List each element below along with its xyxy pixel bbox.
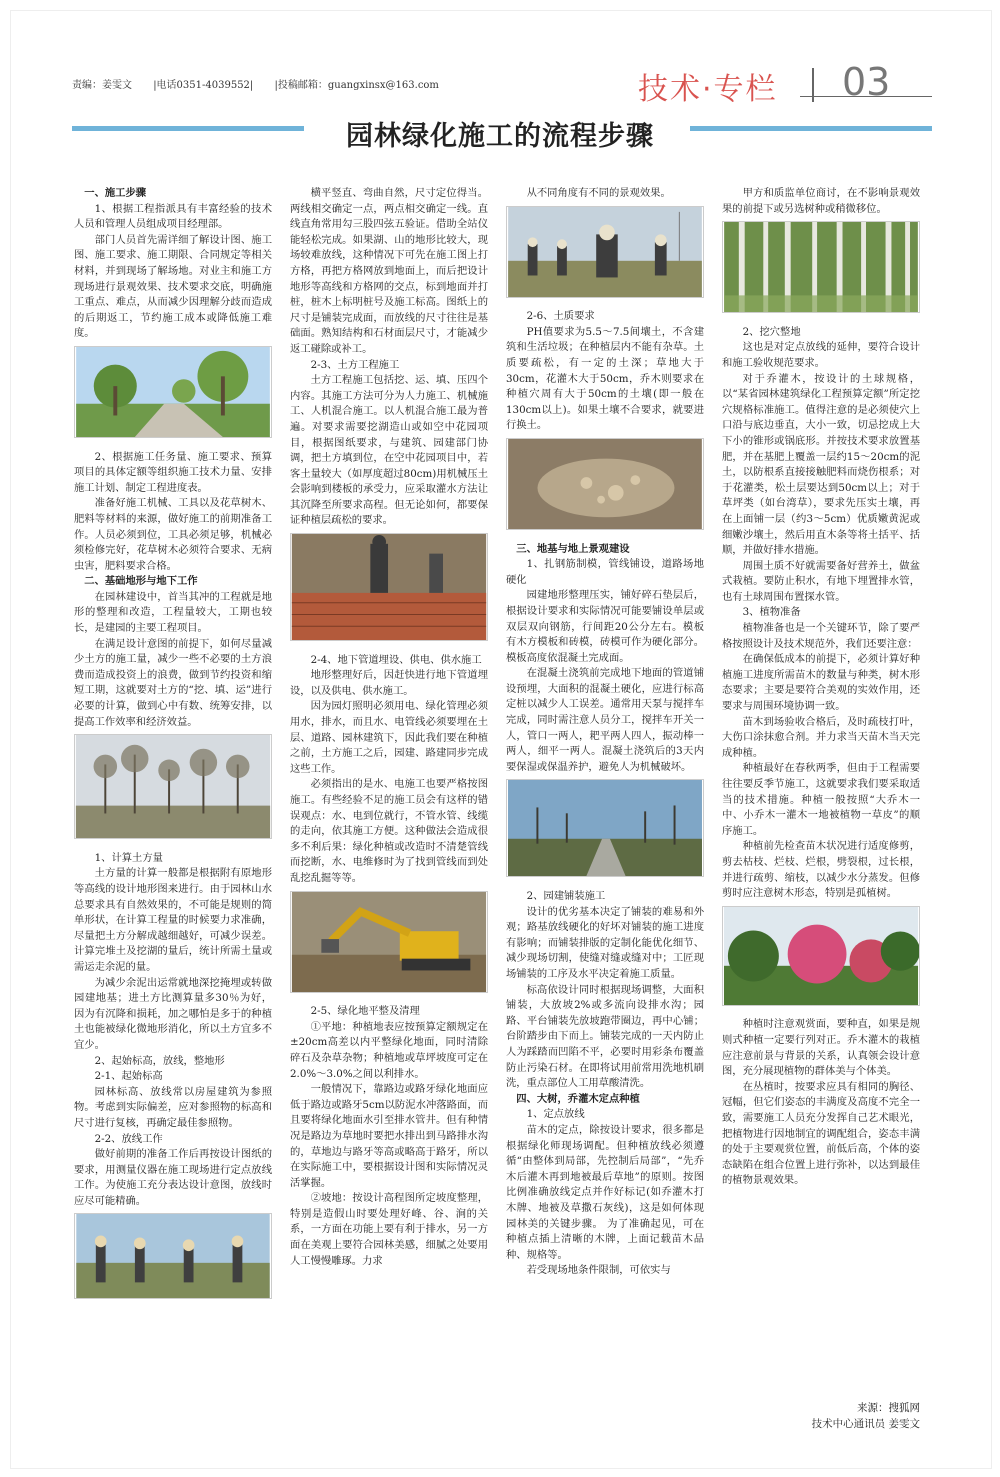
paragraph: 在丛植时，按要求应具有相同的胸径、冠幅，但它们姿态的丰满度及高度不完全一致，需要施工人员充分发挥自己艺术眼光，把植物进行因地制宜的调配组合，姿态丰满的处于主要观赏位置，前低后高，个体的姿态缺陷在组合位置上进行弥补，以达到最佳的植物景观效果。 bbox=[722, 1080, 920, 1187]
paragraph: 对于乔灌木，按设计的土球规格，以“某省园林建筑绿化工程预算定额”所定挖穴规格标准施工。值得注意的是必须使穴上口沿与底边垂直，大小一致，切忌挖成上大下小的锥形或锅底形。并按技术要求放置基肥，并在基肥上覆盖一层约15～20cm的泥土，以防根系直接接触肥料而烧伤根系；对于花灌类，松土层要达到50cm以上；对于草坪类（如台湾草），要求先压实土壤，再在上面铺一层（约3～5cm）优质嫩黄泥或细嫩沙壤土，然后用直木条等将土括平、括顺，并做好排水措施。 bbox=[722, 372, 920, 557]
paragraph: 2-2、放线工作 bbox=[94, 1132, 163, 1145]
paragraph: 1、定点放线 bbox=[526, 1108, 585, 1121]
paragraph: 一般情况下，靠路边或路牙绿化地面应低于路边或路牙5cm以防泥水冲落路面，而且要将绿化地面水引至排水管井。但有种情况是路边为草地时要把水排出到马路排水沟的，草地边与路牙等高或略高于路牙，所以在实际施工中，要根据设计图和实际情况灵活掌握。 bbox=[290, 1083, 488, 1189]
phone-label: |电话0351-4039552| bbox=[153, 80, 254, 91]
heading: 三、地基与地上景观建设 bbox=[516, 542, 630, 555]
paragraph: 土方量的计算一般都是根据附有原地形等高线的设计地形图来进行。由于园林山水总要求具有自然效果的，不可能是规则的简单形状，在计算工程量的时候要力求准确，尽量把土方分解成越细越好，可减少误差。计算完堆土及挖湖的量后，统计所需土量或需运走余泥的量。 bbox=[74, 867, 272, 973]
paragraph: 横平竖直、弯曲自然，尺寸定位得当。两线相交确定一点，两点相交确定一线。直线直角常用勾三股四弦五验证。借助全站仪能轻松完成。如果湖、山的地形比较大，现场较难放线，这种情况下可先在施工图上打方格，再把方格网放到地面上，而后把设计地形等高线和方格网的交点，标到地面并打桩，桩木上标明桩号及施工标高。图纸上的尺寸是铺装完成面，而放线的尺寸往往是基础面。熟知结构和石材面层尺寸，才能减少返工碰除或补工。 bbox=[290, 187, 488, 355]
heading: 四、大树，乔灌木定点种植 bbox=[516, 1092, 640, 1105]
title-rule-right bbox=[690, 126, 932, 131]
paragraph: 2、起始标高，放线，整地形 bbox=[94, 1054, 225, 1067]
paragraph: ②坡地：按设计高程图所定坡度整理，特别是造假山时要处理好峰、谷、涧的关系，一方面在功能上要有利于排水，另一方面在美观上要符合园林美感，细腻之处要用人工慢慢雕琢。力求 bbox=[290, 1192, 488, 1267]
paragraph: 2、根据施工任务量、施工要求、预算项目的具体定额等组织施工技术力量、安排施工计划、制定工程进度表。 bbox=[74, 450, 272, 494]
heading: 一、施工步骤 bbox=[84, 187, 147, 199]
paragraph: 标高依设计同时根据现场调整，大面积铺装，大放坡2%或多流向设排水沟；园路、平台铺装先放坡跑带圈边，再中心铺；台阶踏步由下而上。铺装完成的一天内防止人为踩踏而凹陷不平，必要时用彩条布覆盖防止污染石材。在即将试用前常用洗地机刷洗，重点部位人工用草酸清洗。 bbox=[506, 983, 704, 1090]
paragraph: 1、计算土方量 bbox=[94, 851, 163, 864]
header-meta bbox=[72, 76, 457, 91]
photo-paved-road bbox=[506, 779, 704, 877]
photo-brick-work bbox=[290, 533, 488, 641]
page-header bbox=[72, 60, 932, 112]
photo-soil-hands bbox=[506, 438, 704, 530]
photo-bare-trees bbox=[74, 734, 272, 839]
paragraph: 种植前先检查苗木状况进行适度修剪，剪去枯枝、烂枝、烂根，劈裂根，过长根，并进行疏剪、缩枝，以减少水分蒸发。但修剪时应注意树木形态，特别是孤植树。 bbox=[722, 840, 920, 900]
paragraph: 这也是对定点放线的延伸，要符合设计和施工验收规范要求。 bbox=[722, 341, 920, 369]
page-number: 03 bbox=[842, 60, 891, 104]
email-label: |投稿邮箱：guangxinsx@163.com bbox=[274, 80, 439, 91]
photo-workers-field bbox=[506, 206, 704, 298]
paragraph: 从不同角度有不同的景观效果。 bbox=[526, 187, 671, 199]
paragraph: 在混凝土浇筑前完成地下地面的管道铺设预埋，大面积的混凝土硬化，应进行标高定桩以减少人工误差。通常用天泵与搅拌车完成，同时需注意人员分工，搅拌车开关一人，管口一两人，耙平两人四人，振动棒一两人，细平一两人。混凝土浇筑后的3天内要保湿或保温养护，避免人为机械破坏。 bbox=[506, 667, 704, 773]
paragraph: 苗木的定点，除按设计要求，很多都是根据绿化师现场调配。但种植放线必须遵循“由整体到局部，先控制后局部”，“先乔木后灌木再到地被最后草地”的原则。按图比例准确放线定点并作好标记(如乔灌木打木牌、地被及草撒石灰线)，这是如何体现园林美的关键步骤。 为了准确起见，可在种植点插上清晰的木牌，上面记载苗木品种、规格等。 bbox=[506, 1123, 704, 1261]
paragraph: 1、扎钢筋制模，管线铺设，道路场地硬化 bbox=[506, 558, 704, 586]
paragraph: 种植最好在春秋两季，但由于工程需要往往要反季节施工，这就要求我们要采取适当的技术措施。种植一般按照“大乔木一中、小乔木一灌木一地被植物一草皮”的顺序施工。 bbox=[722, 762, 920, 837]
paragraph: 2-4、地下管道埋设、供电、供水施工 bbox=[310, 653, 482, 666]
paragraph: 植物准备也是一个关键环节，除了要严格按照设计及技术规范外，我们还要注意： bbox=[722, 622, 920, 650]
photo-birch-trees bbox=[722, 221, 920, 313]
paragraph: 设计的优劣基本决定了铺装的难易和外观；路基放线硬化的好坏对铺装的施工进度有影响；而铺装排版的定制化能优化细节、减少现场切割，使缝对缝或缝对中；工匠现场铺装的工序及水平决定着施工质量。 bbox=[506, 905, 704, 980]
section-title: 技术·专栏 bbox=[638, 72, 778, 107]
paragraph: 园建地形整理压实，铺好碎石垫层后，根据设计要求和实际情况可能要铺设单层或双层双向钢筋，行间距20公分左右。模板有木方模板和砖模，砖模可作为硬化部分。模板高度依混凝土完成面。 bbox=[506, 589, 704, 664]
paragraph: 2-5、绿化地平整及清理 bbox=[310, 1005, 420, 1018]
paragraph: 2-3、土方工程施工 bbox=[310, 358, 400, 371]
paragraph: ①平地：种植地表应按预算定额规定在±20cm高差以内平整绿化地面，同时清除碎石及杂草杂物；种植地或草坪坡度可定在2.0%～3.0%之间以利排水。 bbox=[290, 1020, 488, 1080]
paragraph: 若受现场地条件限制，可依实与 bbox=[526, 1264, 671, 1277]
author-line: 技术中心通讯员 姜雯文 bbox=[811, 1418, 920, 1430]
paragraph: 地形整理好后，因赶快进行地下管道埋设，以及供电、供水施工。 bbox=[290, 669, 488, 697]
paragraph: 在确保低成本的前提下，必须计算好种植施工进度所需苗木的数量与种类，树木形态要求；主要是要符合美观的实效作用，还要求与周围环境协调一致。 bbox=[722, 653, 920, 713]
paragraph: 部门人员首先需详细了解设计图、施工图、施工要求、施工期限、合同规定等相关材料，并到现场了解场地。对业主和施工方现场进行景观效果、技术要求交底，明确施工重点、难点，从而减少因理解分歧而造成的后期返工，节约施工成本或降低施工难度。 bbox=[74, 233, 272, 340]
paragraph: 2、园建铺装施工 bbox=[526, 890, 606, 903]
photo-excavator bbox=[290, 891, 488, 993]
paragraph: 周围土质不好就需要备好营养土，做盆式栽植。要防止积水，有地下埋置排水管，也有土球周围布置探水管。 bbox=[722, 559, 920, 603]
paragraph: 因为园灯照明必须用电、绿化管理必须用水，排水，而且水、电管线必须要埋在土层、道路、园林建筑下，因此我们要在种植之前，土方施工之后，园建、路建同步完成这些工作。 bbox=[290, 700, 488, 775]
title-rule-left bbox=[72, 126, 304, 131]
heading: 二、基础地形与地下工作 bbox=[84, 575, 198, 588]
paragraph: 在满足设计意图的前提下，如何尽量减少土方的施工量，减少一些不必要的土方浪费而造成投资上的浪费，做到节约投资和缩短工期，这就要对土方的“挖、填、运”进行必要的计算，做到心中有数、统筹安排，以提高工作效率和经济效益。 bbox=[74, 637, 272, 728]
paragraph: 园林标高、放线常以房屋建筑为参照物。考虑到实际偏差，应对参照物的标高和尺寸进行复核，再确定最佳参照物。 bbox=[74, 1085, 272, 1129]
paragraph: 为减少余泥出运常就地深挖掩埋或转做园建地基；进土方比测算量多30％为好，因为有沉降和损耗，加之哪怕是多于的种植土也能被绿化微地形消化，所以土方宜多不宜少。 bbox=[74, 976, 272, 1051]
paragraph: 2-6、土质要求 bbox=[526, 310, 595, 323]
editor-label: 责编：姜雯文 bbox=[72, 80, 132, 91]
paragraph: 准备好施工机械、工具以及花草树木、肥料等材料的来源，做好施工的前期准备工作。人员必须到位，工具必须足够，机械必须检修完好，花草树木必须符合要求、无病虫害，肥料要求合格。 bbox=[74, 497, 272, 572]
article-source bbox=[800, 1400, 920, 1432]
paragraph: 苗木到场验收合格后，及时疏枝打叶，大伤口涂抹愈合剂。并力求当天苗木当天完成种植。 bbox=[722, 715, 920, 759]
paragraph: 甲方和质监单位商讨，在不影响景观效果的前提下或另选树种或稍微移位。 bbox=[722, 187, 920, 215]
paragraph: 3、植物准备 bbox=[742, 606, 801, 619]
paragraph: 2、挖穴整地 bbox=[742, 325, 801, 338]
paragraph: 做好前期的准备工作后再按设计图纸的要求，用测量仪器在施工现场进行定点放线工作。为使施工充分表达设计意图，放线时应尽可能精确。 bbox=[74, 1148, 272, 1207]
column-1 bbox=[74, 186, 272, 1311]
paragraph: 种植时注意观赏面，要种直，如果是规则式种植一定要行列对正。乔木灌木的栽植应注意前景与背景的关系，认真领会设计意图，充分展现植物的群体美与个体美。 bbox=[722, 1018, 920, 1078]
column-2 bbox=[290, 186, 488, 1269]
paragraph: 1、根据工程指派具有丰富经验的技术人员和管理人员组成项目经理部。 bbox=[74, 202, 272, 231]
paragraph: 2-1、起始标高 bbox=[94, 1070, 163, 1083]
paragraph: 土方工程施工包括挖、运、填、压四个内容。其施工方法可分为人力施工、机械施工、人机混合施工。以人机混合施工最为普遍。对要求需要挖湖造山或如空中花园项目，根据图纸要求，与建筑、园建部门协调，把土方填到位，在空中花园项目中，若客土量较大（如厚度超过80cm)用机械压土会影响到楼板的承受力，应采取灌水方法让其沉降至所要求高程。但无论如何，都要保证种植层疏松的要求。 bbox=[290, 374, 488, 527]
photo-flowering-shrubs bbox=[722, 906, 920, 1006]
photo-surveyors bbox=[74, 1213, 272, 1299]
column-3 bbox=[506, 186, 704, 1279]
column-4 bbox=[722, 186, 920, 1189]
paragraph: 必须指出的是水、电施工也要严格按图施工。有些经验不足的施工员会有这样的错误观点：水、电到位就行，不管水管、线缆的走向，依其施工方便。这种做法会造成很多不利后果：绿化种植或改造时不清楚管线而挖断，水、电维修时为了找到管线而到处乱挖乱掘等等。 bbox=[290, 778, 488, 884]
photo-park-path bbox=[74, 346, 272, 438]
article-title: 园林绿化施工的流程步骤 bbox=[346, 121, 654, 152]
source-line: 来源：搜狐网 bbox=[857, 1402, 920, 1414]
paragraph: 在园林建设中，首当其冲的工程就是地形的整理和改造，工程量较大，工期也较长，是建园的主要工程项目。 bbox=[74, 590, 272, 635]
paragraph: PH值要求为5.5～7.5间壤土，不含建筑和生活垃圾；在种植层内不能有杂草。土质要疏松，有一定的土深；草地大于30cm，花灌木大于50cm，乔木则要求在种植穴周有大于50cm的土壤(即一般在130cm以上)。如果土壤不合要求，就要进行换土。 bbox=[506, 325, 704, 432]
